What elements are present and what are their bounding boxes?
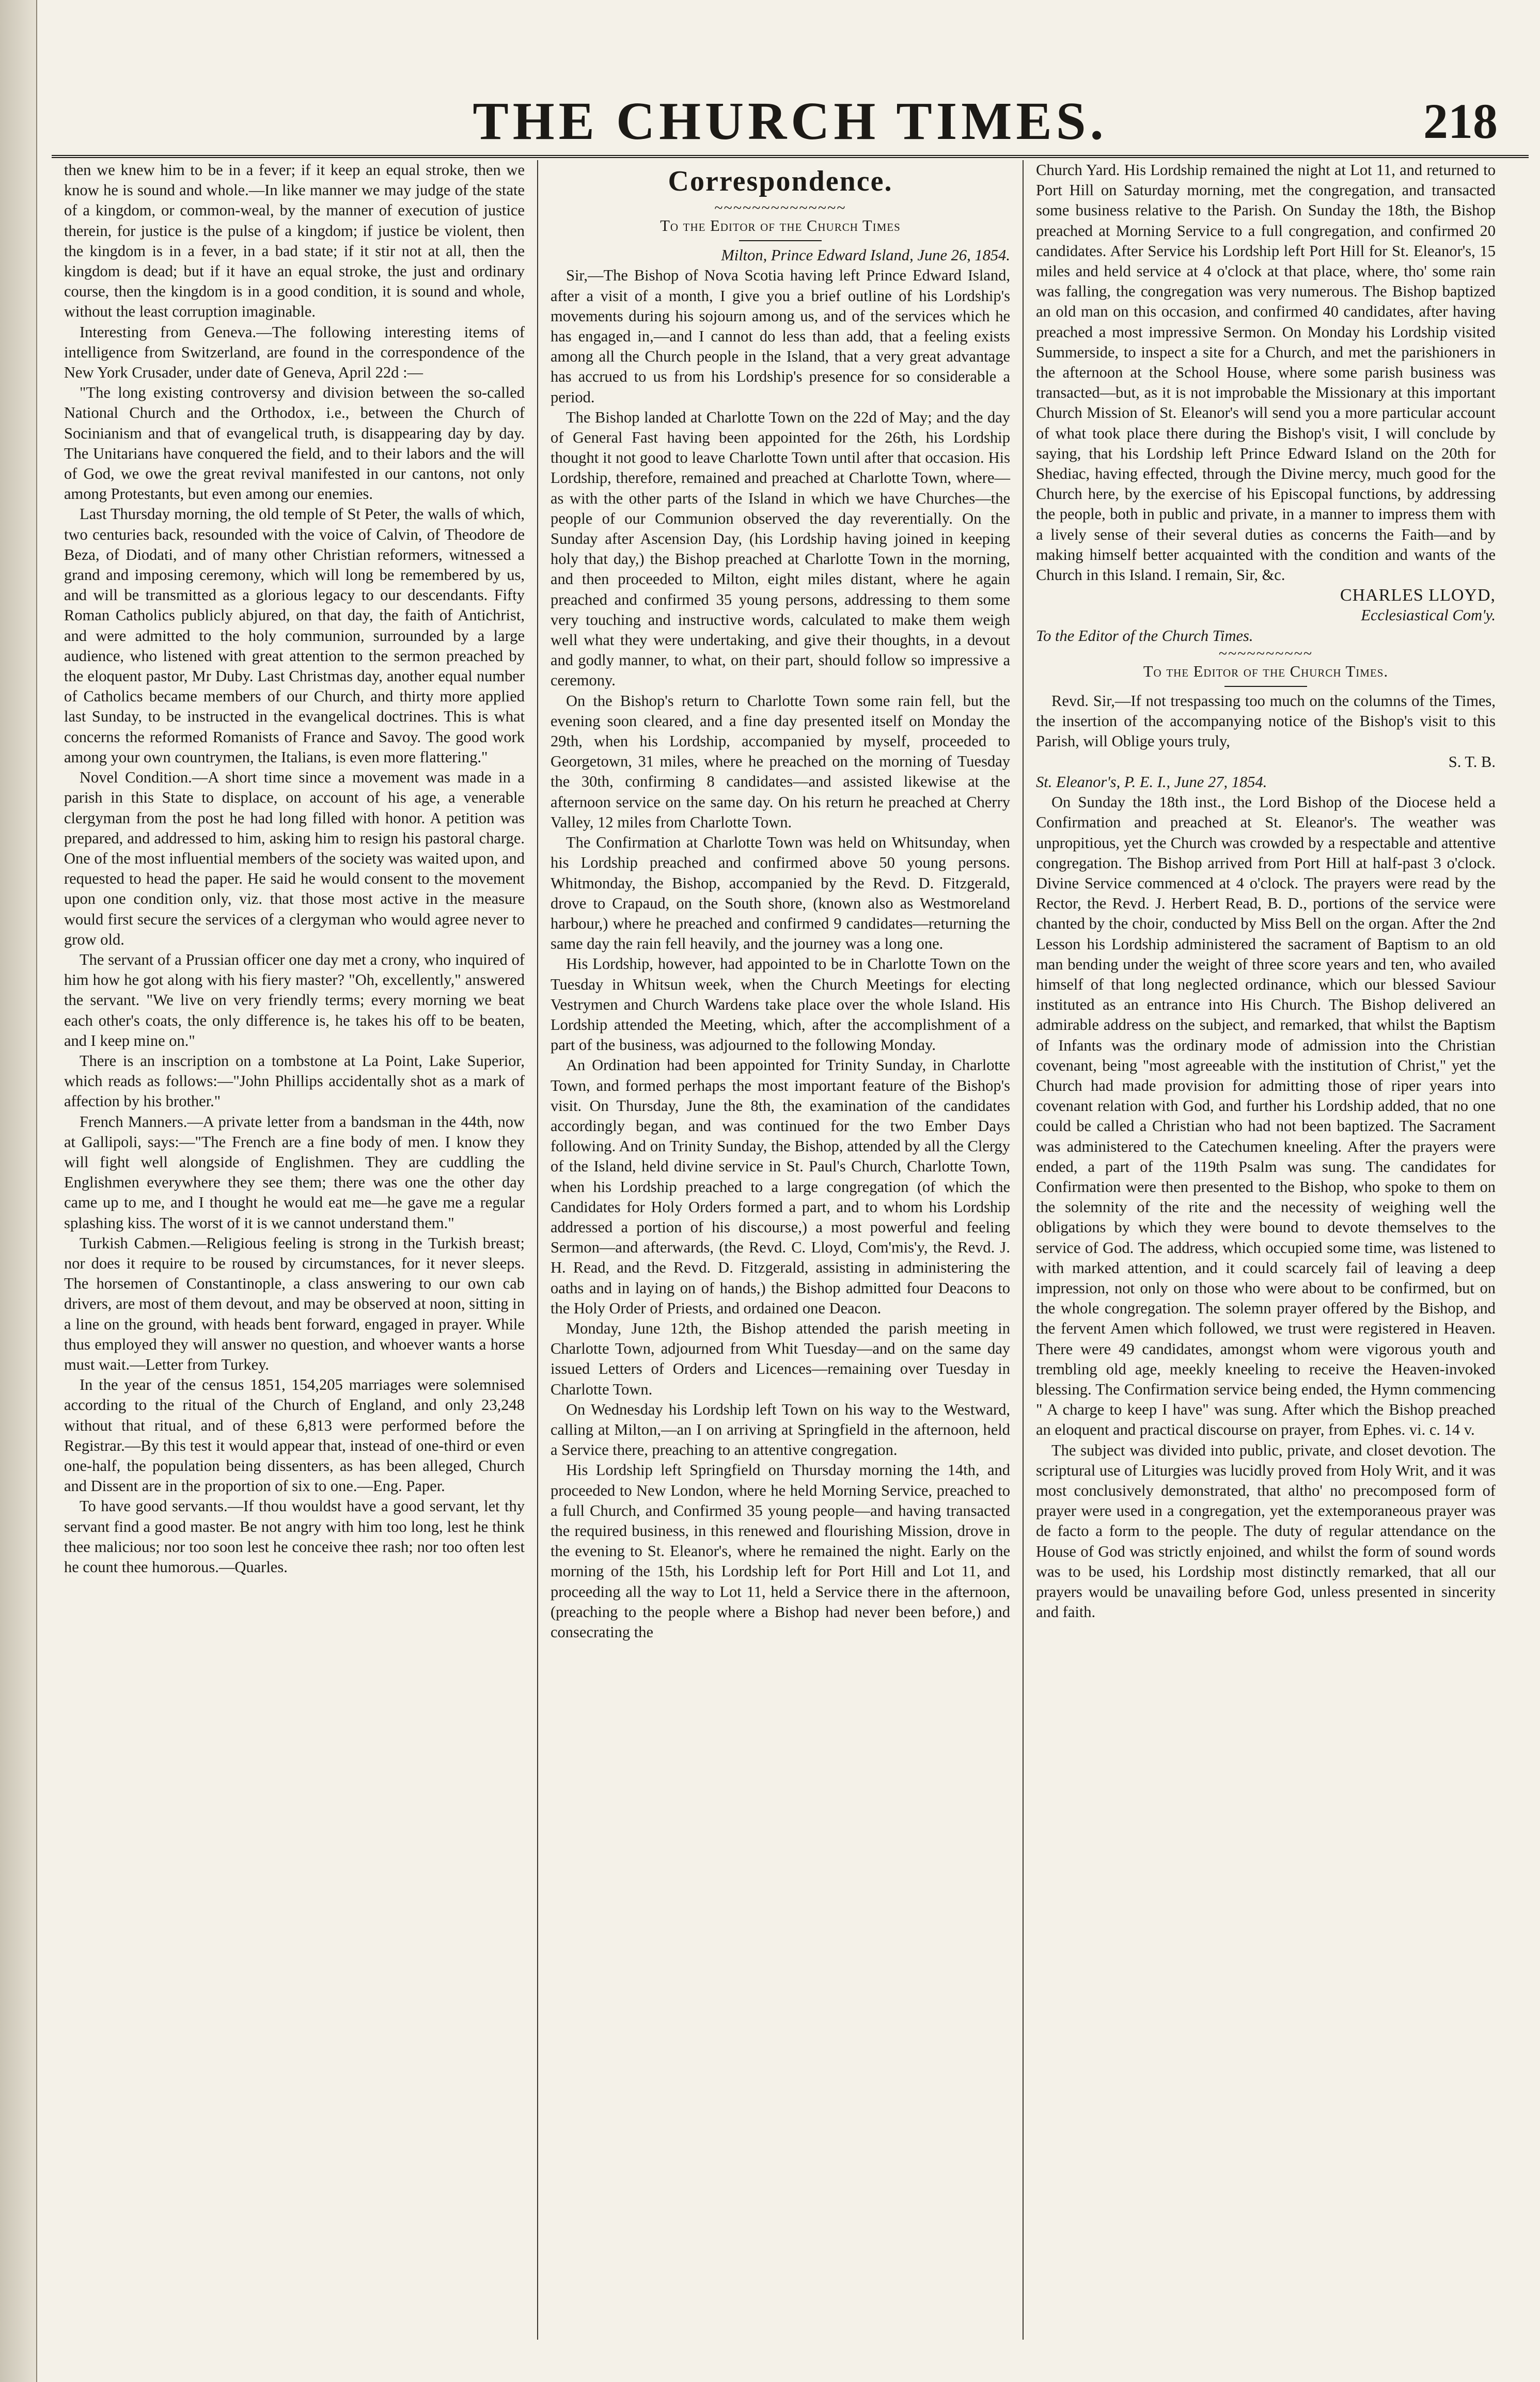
article-paragraph: "The long existing controversy and division between the so-called National Church and the Orthodox, i.e., between the Church of Socinianism and that of evangelical truth, is disappearing day by day. The Unitarians have conquered the field, and to their labors and the will of God, we owe the great revival manifested in our cantons, not only among Protestants, but even among our enemies. (64, 384, 525, 503)
article-paragraph: French Manners.—A private letter from a bandsman in the 44th, now at Gallipoli, says:—"The French are a fine body of men. I know they will fight well alongside of Englishmen. They are cuddling the Englishmen everywhere they see them; there was one the other day came up to me, and I thought he would eat me—he gave me a regular splashing kiss. The worst of it is we cannot understand them." (64, 1112, 525, 1232)
letter-paragraph: The subject was divided into public, private, and closet devotion. The scriptural use of Liturgies was lucidly proved from Holy Writ, and it was most conclusively demonstrated, that altho' no precomposed form of prayer were used in a congregation, yet the extemporaneous prayer was de facto a form to the people. The duty of regular attendance on the House of God was strictly enjoined, and whilst the form of sound words was to be used, his Lordship most distinctly remarked, that all our prayers would be unavailing before God, unless presented in sincerity and faith. (1036, 1441, 1496, 1621)
letter-paragraph: The Bishop landed at Charlotte Town on the 22d of May; and the day of General Fast having been appointed for the 26th, his Lordship thought it not good to leave Charlotte Town until after that occasion. His Lordship, therefore, remained and preached at Charlotte Town, where—as with the other parts of the Island in which we have Churches—the people of our Communion observed the day reverentially. On the Sunday after Ascension Day, (his Lordship having joined in keeping holy that day,) the Bishop preached at Charlotte Town in the morning, and then proceeded to Milton, eight miles distant, where he again preached and confirmed 35 young persons, addressing to them some very touching and instructive words, calculated to make them weigh well what they were undertaking, and give their thoughts, in a devout and godly manner, to what, on their part, should follow so impressive a ceremony. (551, 408, 1010, 689)
dateline: Milton, Prince Edward Island, June 26, 1854. (721, 246, 1010, 264)
section-heading: Correspondence. (668, 165, 893, 197)
letter-paragraph: Monday, June 12th, the Bishop attended the parish meeting in Charlotte Town, adjourned from Whit Tuesday—and on the same day issued Letters of Orders and Licences—remaining over Tuesday in Charlotte Town. (551, 1319, 1010, 1398)
signature-title: Ecclesiastical Com'y. (1361, 606, 1496, 624)
dateline: St. Eleanor's, P. E. I., June 27, 1854. (1036, 773, 1267, 791)
editor-note: To the Editor of the Church Times. (1036, 626, 1253, 645)
article-paragraph: To have good servants.—If thou wouldst have a good servant, let thy servant find a good master. Be not angry with him too long, lest he think thee malicious; nor too soon lest he conceive thee rash; nor too often lest he count thee humorous.—Quarles. (64, 1497, 525, 1576)
article-paragraph: The servant of a Prussian officer one day met a crony, who inquired of him how he got along with his fiery master? "Oh, excellently," answered the servant. "We live on very friendly terms; every morning we beat each other's coats, the only difference is, he takes his off to be beaten, and I keep mine on." (64, 950, 525, 1049)
letter-paragraph: On Wednesday his Lordship left Town on his way to the Westward, calling at Milton,—an I on arriving at Springfield in the afternoon, held a Service there, preaching to an attentive congregation. (551, 1400, 1010, 1459)
article-paragraph: In the year of the census 1851, 154,205 marriages were solemnised according to the ritual of the Church of England, and only 23,248 without that ritual, and of these 6,813 were performed before the Registrar.—By this test it would appear that, instead of one-third or even one-half, the population being dissenters, as has been alleged, Church and Dissent are in the proportion of six to one.—Eng. Paper. (64, 1376, 525, 1495)
column-1 (52, 160, 537, 2340)
editor-address: To the Editor of the Church Times. (1143, 662, 1389, 680)
article-paragraph: Turkish Cabmen.—Religious feeling is strong in the Turkish breast; nor does it require to be roused by circumstances, for it never sleeps. The horsemen of Constantinople, a class answering to our own cab drivers, are most of them devout, and may be observed at noon, sitting in a line on the ground, with heads bent forward, engaged in prayer. While thus employed they will answer no question, and whoever wants a horse must wait.—Letter from Turkey. (64, 1234, 525, 1373)
letter-paragraph: The Confirmation at Charlotte Town was held on Whitsunday, when his Lordship preached and confirmed above 50 young persons. Whitmonday, the Bishop, accompanied by the Revd. D. Fitzgerald, drove to Crapaud, on the South shore, (known also as Westmoreland harbour,) where he preached and confirmed 9 candidates—returning the same day the rain fell heavily, and the journey was a long one. (551, 834, 1010, 953)
ornamental-rule: ~~~~~~~~~~~~~~ (714, 199, 846, 216)
column-2 (537, 160, 1023, 2340)
page-header (52, 88, 1529, 158)
column-3 (1023, 160, 1508, 2340)
article-paragraph: Novel Condition.—A short time since a movement was made in a parish in this State to displace, on account of his age, a venerable clergyman from the post he had long filled with honor. A petition was prepared, and addressed to him, asking him to resign his pastoral charge. One of the most influential members of the society was waited upon, and requested to head the paper. He said he would consent to the movement upon one condition only, viz. that those most active in the measure would first secure the services of a clergyman who would agree never to grow old. (64, 769, 525, 948)
binding-gutter (0, 0, 37, 2382)
masthead-title: THE CHURCH TIMES. (473, 91, 1108, 151)
signature: CHARLES LLOYD, (1340, 586, 1496, 605)
article-paragraph: Last Thursday morning, the old temple of St Peter, the walls of which, two centuries back, resounded with the voice of Calvin, of Theodore de Beza, of Diodati, and of many other Christian reformers, witnessed a grand and imposing ceremony, which will long be remembered by us, and will be transmitted as a glorious legacy to our descendants. Fifty Roman Catholics publicly abjured, on that day, the faith of Antichrist, and were admitted to the holy communion, surrounded by a large audience, who listened with great attention to the sermon preached by the eloquent pastor, Mr Duby. Last Christmas day, another equal number of Catholics became members of our Church, and thirty more applied last Sunday, to be instructed in the evangelical doctrines. This is what concerns the reformed Romanists of France and Savoy. The good work among your own countrymen, the Italians, is even more flattering." (64, 505, 525, 766)
letter-paragraph: Sir,—The Bishop of Nova Scotia having left Prince Edward Island, after a visit of a month, I give you a brief outline of his Lordship's movements during his sojourn among us, and of the services which he has engaged in,—and I cannot do less than add, that a feeling exists among all the Church people in the Island, that a very great advantage has accrued to us from his Lordship's presence for so considerable a period. (551, 267, 1010, 406)
letter-paragraph: An Ordination had been appointed for Trinity Sunday, in Charlotte Town, and formed perhaps the most important feature of the Bishop's visit. On Thursday, June the 8th, the examination of the candidates accordingly began, and was continued for the two Ember Days following. And on Trinity Sunday, the Bishop, attended by all the Clergy of the Island, held divine service in St. Paul's Church, Charlotte Town, when his Lordship preached to a large congregation (of which the Candidates for Holy Orders formed a part, and to whom his Lordship addressed a portion of his discourse,) a most powerful and feeling Sermon—and afterwards, (the Revd. C. Lloyd, Com'mis'y, the Revd. J. H. Read, and the Revd. D. Fitzgerald, assisting in administering the oaths and in laying on of hands,) the Bishop admitted four Deacons to the Holy Order of Priests, and ordained one Deacon. (551, 1056, 1010, 1317)
newspaper-columns (52, 160, 1529, 2340)
letter-intro: Revd. Sir,—If not trespassing too much on the columns of the Times, the insertion of the accompanying notice of the Bishop's visit to this Parish, will Oblige yours truly, (1036, 692, 1496, 750)
editor-address: To the Editor of the Church Times (660, 217, 901, 234)
page-number: 218 (1423, 93, 1498, 149)
divider (739, 240, 822, 241)
divider (1224, 686, 1307, 687)
letter-paragraph: Church Yard. His Lordship remained the night at Lot 11, and returned to Port Hill on Saturday morning, met the congregation, and transacted some business relative to the Parish. On Sunday the 18th, the Bishop preached at Morning Service to a full congregation, and confirmed 20 candidates. After Service his Lordship left Port Hill for St. Eleanor's, 15 miles and held service at 4 o'clock at that place, where, tho' some rain was falling, the congregation was very numerous. The Bishop baptized an old man on this occasion, and confirmed 40 candidates, after having preached a most impressive Sermon. On Monday his Lordship visited Summerside, to inspect a site for a Church, and met the parishioners in the afternoon at the School House, where some parish business was transacted—but, as it is not improbable the Missionary at this important Church Mission of St. Eleanor's will send you a more particular account of what took place there during the Bishop's visit, I will conclude by saying, that his Lordship left Prince Edward Island on the 20th for Shediac, having effected, through the Divine mercy, much good for the Church here, by the exercise of his Episcopal functions, by addressing the people, both in public and private, in a manner to impress them with a lively sense of their several duties as concerns the Faith—and by making himself better acquainted with the condition and wants of the Church in this Island. I remain, Sir, &c. (1036, 161, 1496, 584)
letter-paragraph: His Lordship left Springfield on Thursday morning the 14th, and proceeded to New London, where he held Morning Service, preached to a full Church, and Confirmed 35 young people—and having transacted the required business, in this renewed and flourishing Mission, drove in the evening to St. Eleanor's, where he remained the night. Early on the morning of the 15th, his Lordship left for Port Hill and Lot 11, and proceeding all the way to Lot 11, held a Service there in the afternoon, (preaching to the people where a Bishop had never been before,) and consecrating the (551, 1461, 1010, 1641)
letter-paragraph: On the Bishop's return to Charlotte Town some rain fell, but the evening soon cleared, and a fine day presented itself on Monday the 29th, when his Lordship, accompanied by myself, proceeded to Georgetown, 31 miles, where he preached on the morning of Tuesday the 30th, confirming 8 candidates—and assisted likewise at the afternoon service on the same day. On his return he preached at Cherry Valley, 12 miles from Charlotte Town. (551, 692, 1010, 831)
letter-paragraph: On Sunday the 18th inst., the Lord Bishop of the Diocese held a Confirmation and preached at St. Eleanor's. The weather was unpropitious, yet the Church was crowded by a respectable and attentive congregation. The Bishop arrived from Port Hill at half-past 3 o'clock. Divine Service commenced at 4 o'clock. The prayers were read by the Rector, the Revd. J. Herbert Read, B. D., portions of the service were chanted by the choir, conducted by Miss Bell on the organ. After the 2nd Lesson his Lordship administered the sacrament of Baptism to an old man bending under the weight of three score years and ten, who availed himself of that long neglected ordinance, which our blessed Saviour instituted as an entrance into His Church. The Bishop delivered an admirable address on the subject, and remarked, that whilst the Baptism of Infants was the ordinary mode of admission into the Christian covenant, being "most agreeable with the institution of Christ," yet the Church had made provision for admitting those of riper years into covenant relation with God, and further his Lordship added, that no one could be called a Christian who had not been baptized. The Sacrament was administered to the Catechumen kneeling. After the prayers were ended, a part of the 119th Psalm was sung. The candidates for Confirmation were then presented to the Bishop, who spoke to them on the solemnity of the rite and the necessity of weighing well the obligations by which they were bound to devote themselves to the service of God. The address, which occupied some time, was listened to with marked attention, and it could scarcely fail of leaving a deep impression, not only on those who were about to be confirmed, but on the whole congregation. The solemn prayer offered by the Bishop, and the fervent Amen which followed, we trust were registered in Heaven. There were 49 candidates, amongst whom were vigorous youth and trembling old age, meekly kneeling to receive the Heaven-invoked blessing. The Confirmation service being ended, the Hymn commencing " A charge to keep I have" was sung. After which the Bishop preached an eloquent and practical discourse on prayer, from Ephes. vi. c. 14 v. (1036, 793, 1496, 1439)
letter-initials: S. T. B. (1448, 753, 1496, 771)
ornamental-rule: ~~~~~~~~~~ (1218, 645, 1313, 662)
article-paragraph: There is an inscription on a tombstone at La Point, Lake Superior, which reads as follows:—"John Phillips accidentally shot as a mark of affection by his brother." (64, 1052, 525, 1110)
article-paragraph: then we knew him to be in a fever; if it keep an equal stroke, then we know he is sound and whole.—In like manner we may judge of the state of a kingdom, or common-weal, by the manner of execution of justice therein, for justice is the pulse of a kingdom; if justice be violent, then the kingdom is in a fever, in a bad state; if it stir not at all, then the kingdom is dead; but if it have an equal stroke, the just and ordinary course, then the kingdom is in a good condition, it is sound and whole, without the least corruption imaginable. (64, 161, 525, 321)
letter-paragraph: His Lordship, however, had appointed to be in Charlotte Town on the Tuesday in Whitsun week, when the Church Meetings for electing Vestrymen and Church Wardens take place over the whole Island. His Lordship attended the Meeting, which, after the accomplishment of a part of the business, was adjourned to the following Monday. (551, 955, 1010, 1054)
article-paragraph: Interesting from Geneva.—The following interesting items of intelligence from Switzerland, are found in the correspondence of the New York Crusader, under date of Geneva, April 22d :— (64, 323, 525, 382)
